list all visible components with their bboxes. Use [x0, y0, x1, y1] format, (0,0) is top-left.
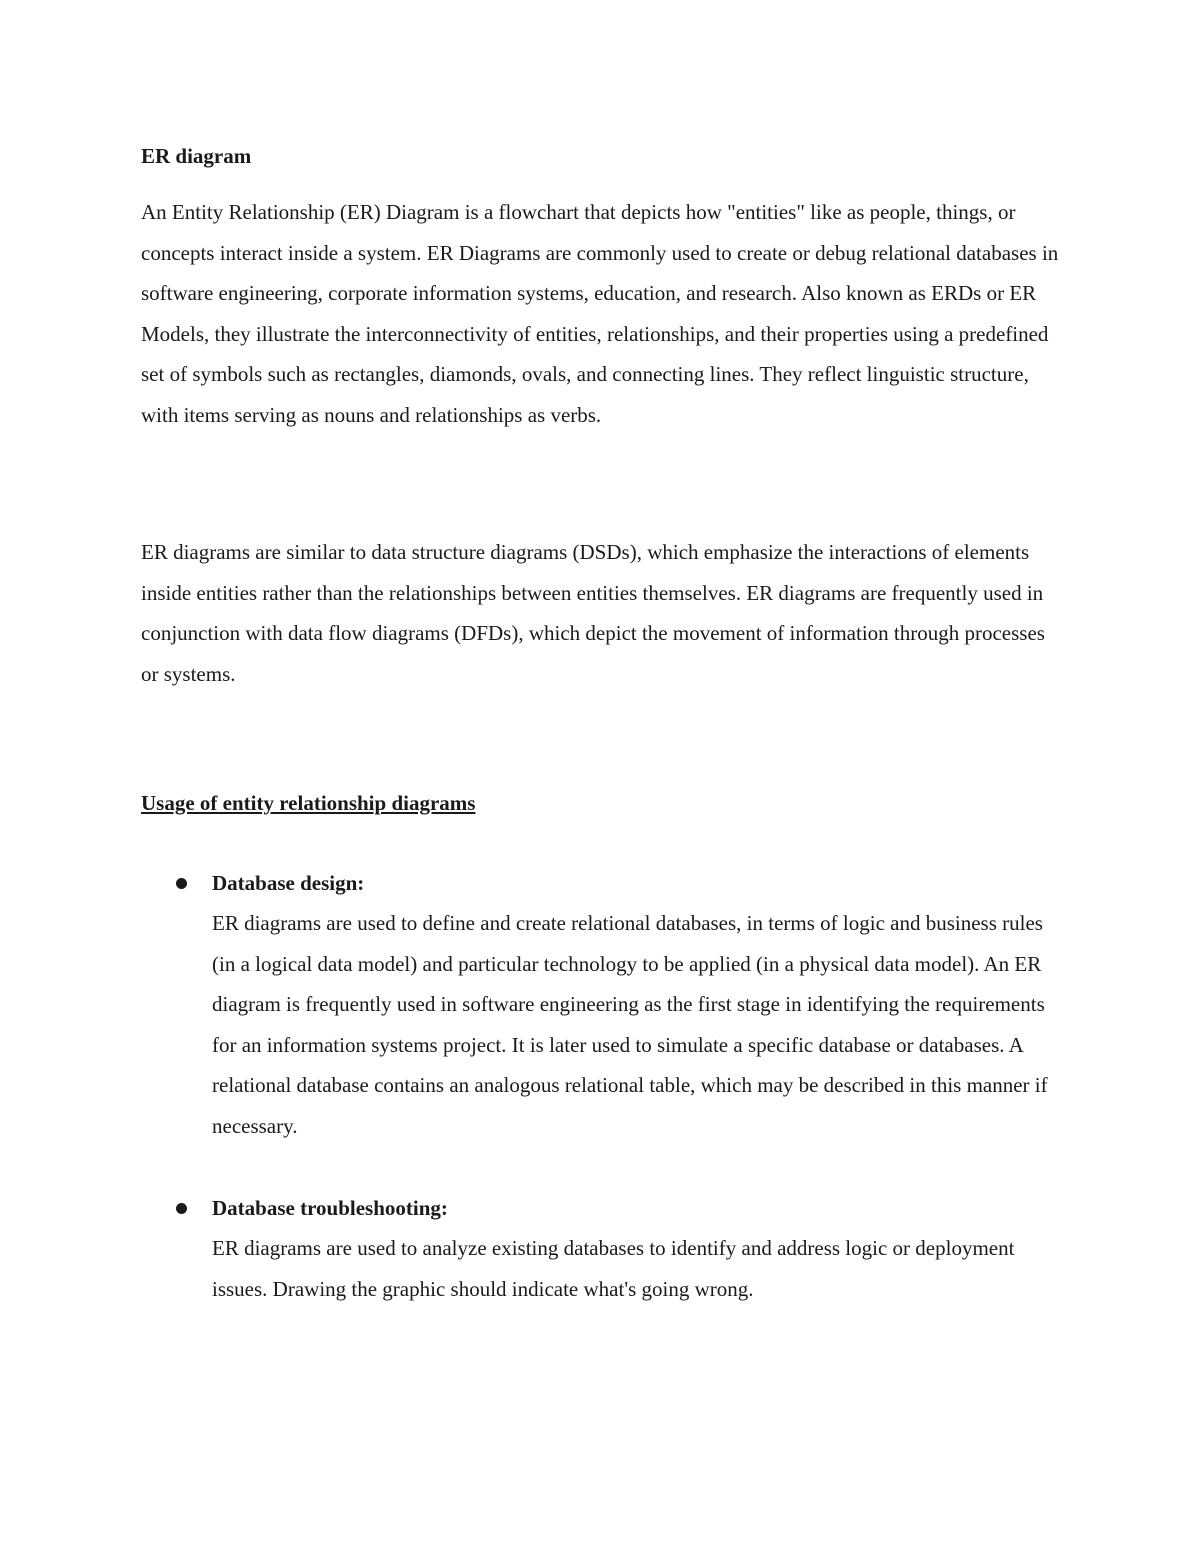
- bullet-icon: [176, 1203, 187, 1214]
- bullet-icon: [176, 878, 187, 889]
- list-item-label: Database design:: [212, 871, 365, 895]
- intro-paragraph: An Entity Relationship (ER) Diagram is a flowchart that depicts how "entities" like as people, things, or concepts interact inside a system. ER Diagrams are commonly used to create or debug relational databases in software engineering, corporate information systems, education, and research. Also known as ERDs or ER Models, they illustrate the interconnectivity of entities, relationships, and their properties using a predefined set of symbols such as rectangles, diamonds, ovals, and connecting lines. They reflect linguistic structure, with items serving as nouns and relationships as verbs.: [141, 200, 1059, 427]
- list-item-text: ER diagrams are used to analyze existing databases to identify and address logic or deployment issues. Drawing the graphic should indicate what's going wrong.: [212, 1236, 1015, 1301]
- section-heading: Usage of entity relationship diagrams: [141, 791, 476, 815]
- list-item-text: ER diagrams are used to define and create relational databases, in terms of logic and business rules (in a logical data model) and particular technology to be applied (in a physical data model). An ER diagram is frequently used in software engineering as the first stage in identifying the requirements for an information systems project. It is later used to simulate a specific database or databases. A relational database contains an analogous relational table, which may be described in this manner if necessary.: [212, 911, 1048, 1138]
- list-item-content: [212, 1193, 1062, 1309]
- list-item-label: Database troubleshooting:: [212, 1196, 448, 1220]
- list-item-content: [212, 868, 1062, 1147]
- comparison-paragraph: ER diagrams are similar to data structure diagrams (DSDs), which emphasize the interactions of elements inside entities rather than the relationships between entities themselves. ER diagrams are frequently used in conjunction with data flow diagrams (DFDs), which depict the movement of information through processes or systems.: [141, 540, 1045, 686]
- document-title: ER diagram: [141, 144, 252, 168]
